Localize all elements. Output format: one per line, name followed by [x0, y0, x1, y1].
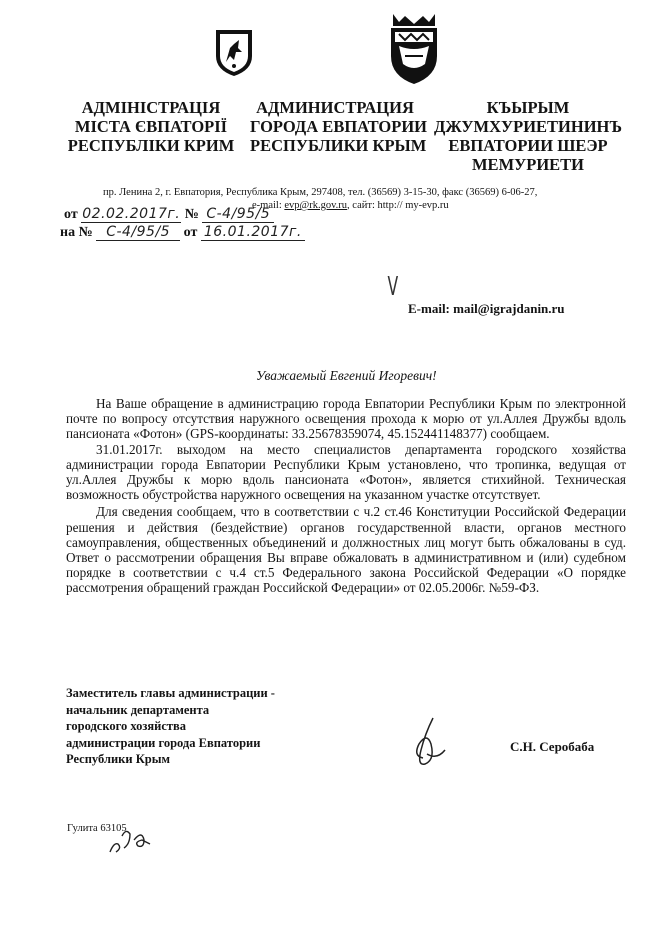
from-label: от: [64, 207, 78, 222]
address-line: пр. Ленина 2, г. Евпатория, Республика Крым, 297408, тел. (36569) 3-15-30, факс (36569) 6-06-27,: [103, 187, 538, 198]
header-russian-line: АДМИНИСТРАЦИЯ: [256, 98, 414, 117]
paragraph: Для сведения сообщаем, что в соответствии с ч.2 ст.46 Конституции Российской Федерации решения и действия (бездействие) органов государственной власти, органов местного самоуправления, общественных объединений и должностных лиц могут быть обжалованы в суд. Ответ о рассмотрении обращения Вы вправе обжаловать в административном и (или) судебном порядке в соответствии с ч.4 ст.5 Федерального закона Российской Федерации «О порядке рассмотрения обращений граждан Российской Федерации» от 02.05.2006г. №59-ФЗ.: [66, 504, 626, 596]
greeting: Уважаемый Евгений Игоревич!: [256, 368, 437, 383]
header-ukrainian-line: АДМІНІСТРАЦІЯ: [81, 98, 221, 117]
site-text: , сайт: http:// my-evp.ru: [347, 200, 449, 211]
handwritten-signature-icon: [405, 714, 451, 778]
signatory-name: С.Н. Серобаба: [510, 739, 595, 754]
evpatoria-coat-of-arms-icon: [385, 12, 443, 86]
executor-info: Гулита 63105: [67, 823, 127, 834]
header-crimean-tatar-line: ЕВПАТОРИИ ШЕЭР: [448, 136, 608, 155]
position-line: администрации города Евпатории: [66, 735, 261, 750]
incoming-date: 16.01.2017г.: [201, 224, 305, 241]
number-label: №: [184, 207, 199, 222]
registration-incoming: [60, 224, 305, 241]
registration-outgoing: [64, 206, 274, 223]
address-contacts: [252, 199, 449, 213]
paragraph: 31.01.2017г. выходом на место специалистов департамента городского хозяйства администрации города Евпатории Республики Крым установлено, что тропинка, ведущая от ул.Аллея Дружбы к морю вдоль пансионата «Фотон», является стихийной. Техническая возможность обустройства наружного освещения на указанном участке отсутствует.: [66, 441, 626, 503]
letter-body: [66, 396, 626, 596]
position-line: Заместитель главы администрации -: [66, 686, 275, 700]
header-ukrainian-line: РЕСПУБЛІКИ КРИМ: [67, 136, 235, 155]
signatory-position: [66, 685, 275, 768]
header-ukrainian: [66, 98, 236, 155]
header-russian-line: РЕСПУБЛИКИ КРЫМ: [250, 136, 427, 155]
header-ukrainian-line: МІСТА ЄВПАТОРІЇ: [74, 117, 228, 136]
from-label-2: от: [183, 225, 198, 240]
executor-initials-icon: [104, 822, 160, 856]
position-line: Республики Крым: [66, 752, 170, 766]
header-crimean-tatar-line: МЕМУРИЕТИ: [471, 155, 585, 174]
outgoing-date: 02.02.2017г.: [82, 206, 181, 222]
header-russian-line: ГОРОДА ЕВПАТОРИИ: [250, 117, 427, 136]
email-link[interactable]: evp@rk.gov.ru: [284, 200, 348, 211]
paragraph: На Ваше обращение в администрацию города Евпатории Республики Крым по электронной почте по вопросу отсутствия наружного освещения прохода к морю от ул.Аллея Дружбы вдоль пансионата «Фотон» (GPS-координаты: 33.25678359074, 45.152441148377) сообщаем.: [66, 396, 626, 442]
position-line: городского хозяйства: [66, 719, 187, 733]
outgoing-number: С-4/95/5: [202, 206, 274, 223]
header-russian: [250, 98, 427, 155]
header-crimean-tatar: [428, 98, 628, 174]
header-crimean-tatar-line: КЪЫРЫМ: [486, 98, 570, 117]
on-number-label: на №: [60, 225, 93, 240]
header-crimean-tatar-line: ДЖУМХУРИЕТИНИНЪ: [433, 117, 623, 136]
email-label: e-mail:: [252, 200, 285, 211]
position-line: начальник департамента: [66, 702, 210, 717]
recipient-email: E-mail: mail@igrajdanin.ru: [408, 301, 565, 316]
incoming-number: С-4/95/5: [96, 224, 180, 241]
recipient-check-mark: V: [387, 272, 399, 302]
crimea-emblem-left-icon: [212, 26, 256, 78]
